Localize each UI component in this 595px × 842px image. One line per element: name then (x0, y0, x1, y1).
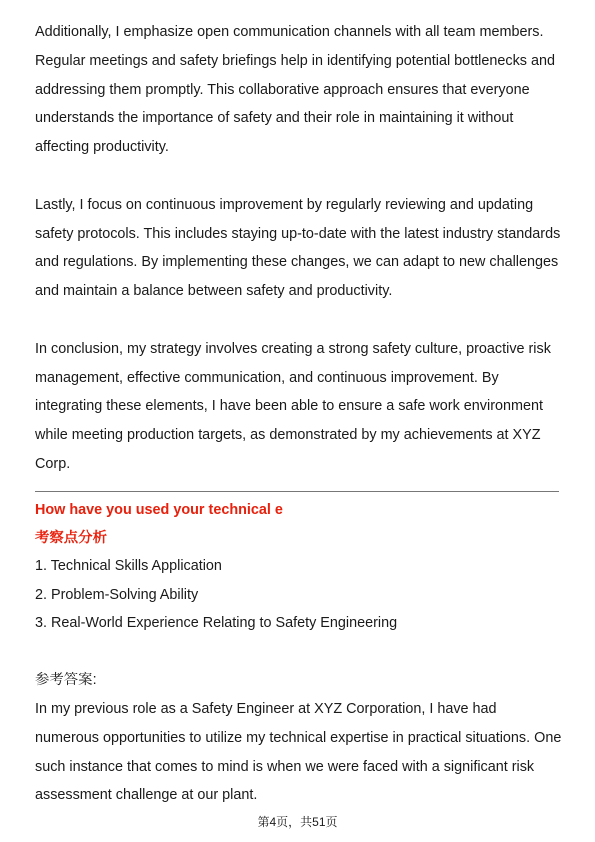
list-item: 1. Technical Skills Application (35, 557, 222, 574)
section-divider (35, 491, 559, 492)
list-item: 3. Real-World Experience Relating to Safety Engineering (35, 615, 398, 632)
answer-label: 参考答案: (35, 672, 97, 689)
question-title: How have you used your technical e (35, 501, 283, 518)
page-indicator: 第4页，共51页 (257, 815, 338, 829)
paragraph-conclusion: In conclusion, my strategy involves creating a strong safety culture, proactive risk management, effective communication, and continuous improvement. By integrating these elements, I have been able to ensure a safe work environment while meeting production targets, as demonstrated by my achievements at XYZ Corp. (35, 340, 551, 472)
answer-text: In my previous role as a Safety Engineer at XYZ Corporation, I have had numerous opportunities to utilize my technical expertise in practical situations. One such instance that comes to mind is when we were faced with a significant risk assessment challenge at our plant. (35, 700, 562, 804)
question-section (35, 496, 563, 810)
analysis-label: 考察点分析 (35, 529, 107, 546)
paragraph-communication: Additionally, I emphasize open communication channels with all team members. Regular meetings and safety briefings help in identifying potential bottlenecks and addressing them promptly. This collaborative approach ensures that everyone understands the importance of safety and their role in maintaining it without affecting productivity. (35, 24, 555, 156)
paragraph-improvement: Lastly, I focus on continuous improvement by regularly reviewing and updating safety protocols. This includes staying up-to-date with the latest industry standards and regulations. By implementing these changes, we can adapt to new challenges and maintain a balance between safety and productivity. (35, 196, 561, 300)
document-page (35, 18, 563, 810)
list-item: 2. Problem-Solving Ability (35, 586, 199, 603)
analysis-points-list (35, 552, 563, 638)
